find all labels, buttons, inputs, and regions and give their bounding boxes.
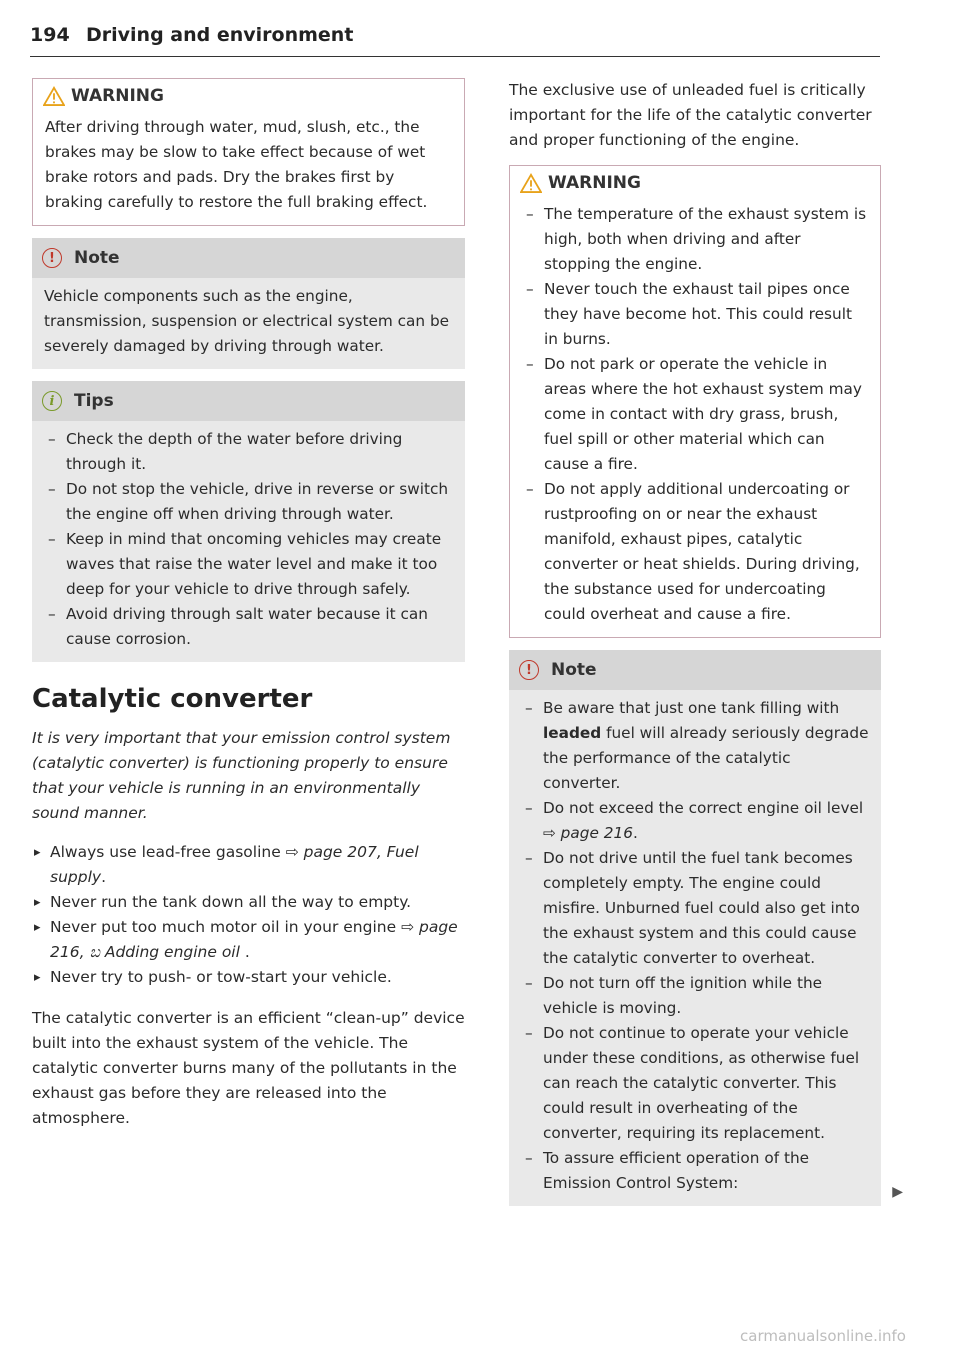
list-item: ▸ Never put too much motor oil in your engine ⇨ page 216, ಬ Adding engine oil . [32,915,465,965]
page-reference-link[interactable]: ⇨ page 216 [543,824,633,842]
note-label: Note [74,248,120,268]
note-header [32,238,465,278]
warning-box-brakes [32,78,465,226]
page-reference-link[interactable]: ⇨ page 207, Fuel supply [50,843,419,886]
note-box-water [32,238,465,369]
warning-label: WARNING [71,86,164,106]
list-item: – Be aware that just one tank filling with leaded fuel will already seriously degrade the performance of the catalytic converter. [521,696,869,796]
intro-paragraph: It is very important that your emission control system (catalytic converter) is functioning properly to ensure that your vehicle is running in an environmentally sound manner. [32,729,451,822]
warning-list [522,202,868,627]
list-item: – Keep in mind that oncoming vehicles may create waves that raise the water level and make it too deep for your vehicle to drive through safely. [44,527,453,602]
note-label: Note [551,660,597,680]
warning-box-exhaust [509,165,881,638]
warning-header [33,79,464,113]
list-item: – The temperature of the exhaust system is high, both when driving and after stopping the engine. [522,202,868,277]
list-item: – Do not turn off the ignition while the vehicle is moving. [521,971,869,1021]
tips-label: Tips [74,391,114,411]
note-box-catalytic [509,650,903,1206]
list-item: – Avoid driving through salt water because it can cause corrosion. [44,602,453,652]
page-number: 194 [30,24,70,46]
page-header [30,24,880,57]
list-item: – Do not continue to operate your vehicle under these conditions, as otherwise fuel can reach the catalytic converter. This could result in overheating of the converter, requiring its replacement. [521,1021,869,1146]
continue-arrow-icon: ▶ [892,1184,903,1200]
list-item: – Do not apply additional undercoating or rustproofing on or near the exhaust manifold, exhaust pipes, catalytic converter or heat shields. During driving, the substance used for undercoating could overheat and cause a fire. [522,477,868,627]
warning-triangle-icon [520,173,542,193]
info-circle-icon: i [42,391,62,411]
right-column [509,78,903,1218]
warning-header [510,166,880,200]
list-item: ▸ Never try to push- or tow-start your vehicle. [32,965,465,990]
list-item: – Do not drive until the fuel tank becomes completely empty. The engine could misfire. Unburned fuel could also get into the exhaust system and this could cause the catalytic converter to overheat. [521,846,869,971]
instruction-list [32,840,465,990]
page-reference-link[interactable]: ⇨ page 216, ಬ Adding engine oil [50,918,458,961]
left-column [32,78,465,1143]
list-item: ▸ Never run the tank down all the way to empty. [32,890,465,915]
list-item: – Check the depth of the water before driving through it. [44,427,453,477]
list-item: ▸ Always use lead-free gasoline ⇨ page 207, Fuel supply. [32,840,465,890]
section-title: Driving and environment [86,24,354,46]
body-paragraph: The exclusive use of unleaded fuel is critically important for the life of the catalytic converter and proper functioning of the engine. [509,81,872,149]
exclamation-circle-icon: ! [519,660,539,680]
list-item: – Do not exceed the correct engine oil level ⇨ page 216. [521,796,869,846]
note-text: Vehicle components such as the engine, transmission, suspension or electrical system can be severely damaged by driving through water. [44,287,450,355]
list-item: – Do not park or operate the vehicle in areas where the hot exhaust system may come in contact with dry grass, brush, fuel spill or other material which can cause a fire. [522,352,868,477]
tips-list [44,427,453,652]
warning-label: WARNING [548,173,641,193]
catalytic-converter-heading: Catalytic converter [32,684,313,714]
exclamation-circle-icon: ! [42,248,62,268]
list-item: – To assure efficient operation of the Emission Control System: [521,1146,869,1196]
tips-box-water [32,381,465,662]
warning-triangle-icon [43,86,65,106]
warning-text: After driving through water, mud, slush, etc., the brakes may be slow to take effect because of wet brake rotors and pads. Dry the brakes first by braking carefully to restore the full braking effect. [45,118,428,211]
list-item: – Never touch the exhaust tail pipes once they have become hot. This could result in burns. [522,277,868,352]
note-list [521,696,869,1196]
note-header [509,650,881,690]
list-item: – Do not stop the vehicle, drive in reverse or switch the engine off when driving through water. [44,477,453,527]
body-paragraph: The catalytic converter is an efficient “clean-up” device built into the exhaust system of the vehicle. The catalytic converter burns many of the pollutants in the exhaust gas before they are released into the atmosphere. [32,1009,465,1127]
watermark: carmanualsonline.info [740,1327,906,1345]
tips-header [32,381,465,421]
